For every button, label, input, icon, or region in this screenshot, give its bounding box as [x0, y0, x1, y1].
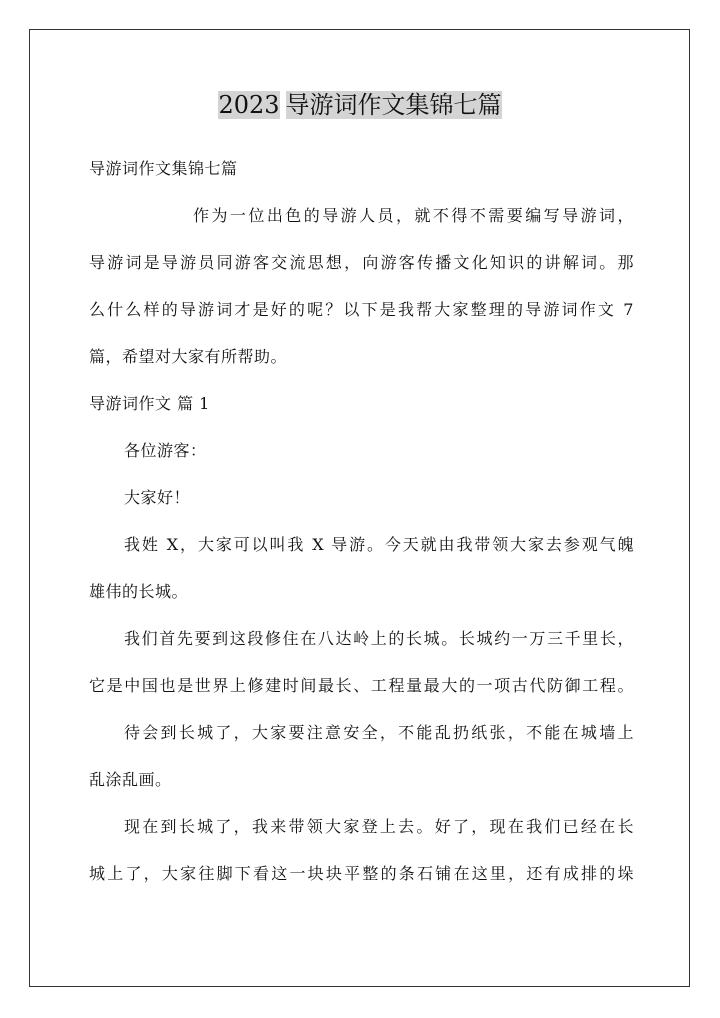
document-subtitle: 导游词作文集锦七篇: [89, 159, 238, 178]
paragraph-line: 导游词是导游员同游客交流思想，向游客传播文化知识的讲解词。那: [89, 253, 634, 272]
title-text: 导游词作文集锦七篇: [285, 91, 502, 119]
paragraph-line: 乱涂乱画。: [89, 770, 172, 789]
paragraph-line: 我们首先要到这段修住在八达岭上的长城。长城约一万三千里长，: [124, 629, 634, 648]
paragraph-line: 各位游客：: [124, 441, 207, 460]
title-year: 2023: [218, 91, 280, 119]
paragraph-line: 我姓 X，大家可以叫我 X 导游。今天就由我带领大家去参观气魄: [124, 535, 634, 554]
paragraph-line: 它是中国也是世界上修建时间最长、工程量最大的一项古代防御工程。: [89, 676, 634, 695]
paragraph-line: 雄伟的长城。: [89, 582, 189, 601]
paragraph-line: 待会到长城了，大家要注意安全，不能乱扔纸张，不能在城墙上: [124, 723, 634, 742]
document-title: [0, 86, 720, 124]
paragraph-line: 城上了，大家往脚下看这一块块平整的条石铺在这里，还有成排的垛: [89, 864, 634, 883]
paragraph-line: 篇，希望对大家有所帮助。: [89, 347, 288, 366]
paragraph-line: 现在到长城了，我来带领大家登上去。好了，现在我们已经在长: [124, 817, 634, 836]
paragraph-line: 大家好！: [124, 488, 191, 507]
section-heading: 导游词作文 篇 1: [89, 394, 210, 413]
paragraph-line: 么什么样的导游词才是好的呢？以下是我帮大家整理的导游词作文 7: [89, 300, 634, 319]
paragraph-line: 作为一位出色的导游人员，就不得不需要编写导游词，: [193, 206, 634, 225]
